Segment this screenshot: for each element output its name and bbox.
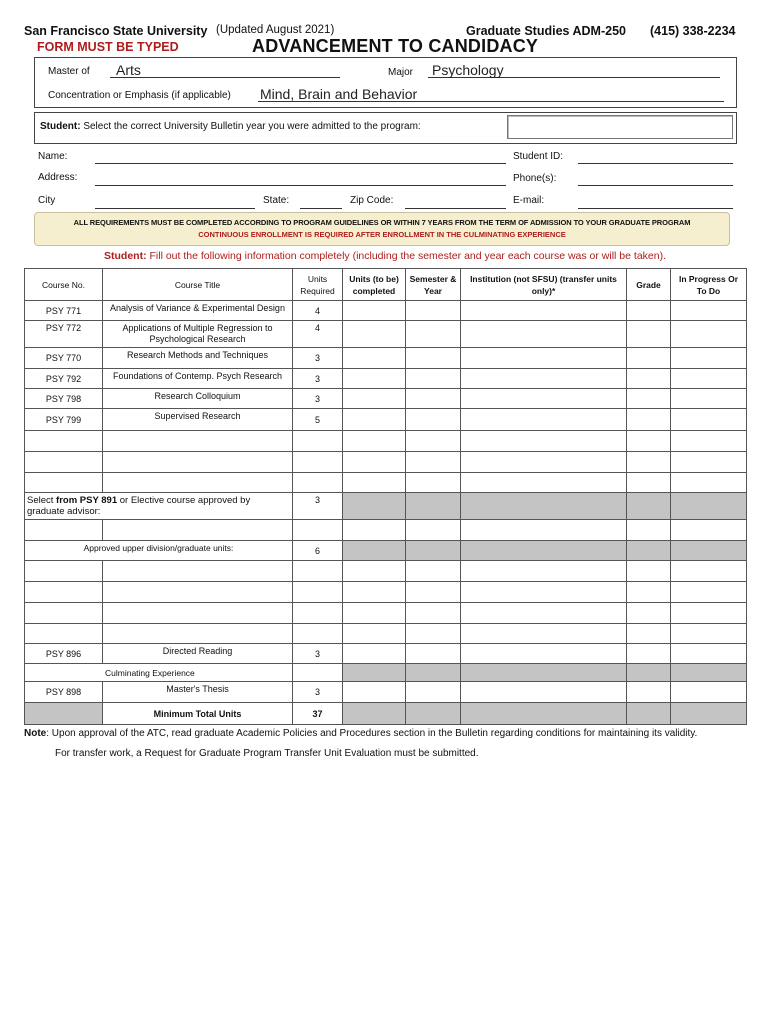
grade-cell[interactable] — [627, 431, 671, 452]
units-required: 4 — [293, 301, 343, 321]
upper-division-text: Approved upper division/graduate units: — [25, 541, 293, 561]
grade-cell[interactable] — [627, 301, 671, 321]
in-progress-cell[interactable] — [671, 321, 747, 348]
validity-note — [24, 728, 697, 739]
semester-cell[interactable] — [406, 301, 461, 321]
disabled-cell — [627, 664, 671, 682]
in-progress-cell[interactable] — [671, 603, 747, 624]
header-course-title: Course Title — [103, 269, 293, 301]
institution-cell[interactable] — [461, 561, 627, 582]
disabled-cell — [406, 493, 461, 520]
semester-cell[interactable] — [406, 369, 461, 389]
culminating-row — [25, 664, 747, 682]
grade-cell[interactable] — [627, 389, 671, 409]
semester-cell[interactable] — [406, 682, 461, 703]
bulletin-text: Select the correct University Bulletin year you were admitted to the program: — [83, 121, 421, 132]
in-progress-cell[interactable] — [671, 348, 747, 369]
disabled-cell — [406, 664, 461, 682]
phones-field[interactable] — [578, 172, 733, 186]
typed-notice: FORM MUST BE TYPED — [37, 40, 179, 54]
name-field[interactable] — [95, 150, 506, 164]
grade-cell[interactable] — [627, 624, 671, 644]
master-of-label: Master of — [48, 66, 90, 77]
units-required-cell[interactable] — [293, 603, 343, 624]
institution-cell[interactable] — [461, 348, 627, 369]
units-required: 3 — [293, 348, 343, 369]
blank-row — [25, 452, 747, 473]
concentration-field[interactable] — [258, 86, 724, 102]
in-progress-cell[interactable] — [671, 473, 747, 493]
blank-row — [25, 431, 747, 452]
zip-label: Zip Code: — [350, 195, 394, 206]
email-label: E-mail: — [513, 195, 545, 206]
blank-row — [25, 582, 747, 603]
disabled-cell — [461, 541, 627, 561]
name-label: Name: — [38, 151, 68, 162]
blank-row — [25, 473, 747, 493]
courses-table — [24, 268, 747, 725]
institution-cell[interactable] — [461, 582, 627, 603]
units-completed-cell[interactable] — [343, 409, 406, 431]
semester-cell[interactable] — [406, 473, 461, 493]
course-title: Research Colloquium — [103, 389, 293, 409]
course-no-cell[interactable] — [25, 473, 103, 493]
table-row — [25, 389, 747, 409]
institution-cell[interactable] — [461, 369, 627, 389]
semester-cell[interactable] — [406, 582, 461, 603]
course-no-cell[interactable] — [25, 452, 103, 473]
course-no-cell[interactable] — [25, 603, 103, 624]
units-completed-cell[interactable] — [343, 473, 406, 493]
units-required-cell[interactable] — [293, 473, 343, 493]
units-required-cell[interactable] — [293, 582, 343, 603]
institution-cell[interactable] — [461, 624, 627, 644]
institution-cell[interactable] — [461, 321, 627, 348]
grade-cell[interactable] — [627, 582, 671, 603]
institution-cell[interactable] — [461, 301, 627, 321]
disabled-cell — [461, 493, 627, 520]
semester-cell[interactable] — [406, 561, 461, 582]
units-required-cell[interactable] — [293, 452, 343, 473]
institution-cell[interactable] — [461, 603, 627, 624]
institution-cell[interactable] — [461, 431, 627, 452]
course-no: PSY 898 — [25, 682, 103, 703]
semester-cell[interactable] — [406, 452, 461, 473]
grade-cell[interactable] — [627, 603, 671, 624]
units-required-cell[interactable] — [293, 561, 343, 582]
concentration-label: Concentration or Emphasis (if applicable) — [48, 90, 231, 101]
header-institution: Institution (not SFSU) (transfer units only)* — [461, 269, 627, 301]
units-completed-cell[interactable] — [343, 321, 406, 348]
course-no: PSY 772 — [25, 321, 103, 348]
disabled-cell — [461, 664, 627, 682]
master-of-value: Arts — [116, 62, 141, 78]
disabled-cell — [671, 703, 747, 725]
elective-text-c: or Elective course approved by graduate advisor: — [27, 495, 251, 517]
header-semester-year: Semester & Year — [406, 269, 461, 301]
transfer-note: For transfer work, a Request for Graduate Program Transfer Unit Evaluation must be submitted. — [55, 748, 479, 759]
notice-line-1: ALL REQUIREMENTS MUST BE COMPLETED ACCORDING TO PROGRAM GUIDELINES OR WITHIN 7 YEARS FROM THE TERM OF ADMISSION TO YOUR GRADUATE PROGRAM — [73, 218, 691, 227]
institution-cell[interactable] — [461, 389, 627, 409]
units-completed-cell[interactable] — [343, 389, 406, 409]
course-title-cell[interactable] — [103, 452, 293, 473]
disabled-cell — [343, 664, 406, 682]
course-title-cell[interactable] — [103, 561, 293, 582]
in-progress-cell[interactable] — [671, 520, 747, 541]
institution-cell[interactable] — [461, 520, 627, 541]
semester-cell[interactable] — [406, 389, 461, 409]
total-row — [25, 703, 747, 725]
disabled-cell — [406, 703, 461, 725]
semester-cell[interactable] — [406, 409, 461, 431]
course-title: Applications of Multiple Regression to Psychological Research — [103, 321, 293, 348]
grade-cell[interactable] — [627, 520, 671, 541]
form-title: ADVANCEMENT TO CANDIDACY — [252, 36, 539, 56]
grade-cell[interactable] — [627, 321, 671, 348]
units-completed-cell[interactable] — [343, 301, 406, 321]
student-id-field[interactable] — [578, 150, 733, 164]
in-progress-cell[interactable] — [671, 301, 747, 321]
major-value: Psychology — [432, 62, 504, 78]
semester-cell[interactable] — [406, 624, 461, 644]
units-completed-cell[interactable] — [343, 520, 406, 541]
units-completed-cell[interactable] — [343, 431, 406, 452]
units-completed-cell[interactable] — [343, 348, 406, 369]
units-completed-cell[interactable] — [343, 644, 406, 664]
note-text: : Upon approval of the ATC, read graduate Academic Policies and Procedures section in the Bulletin regarding conditions for maintaining its validity. — [46, 728, 698, 739]
course-title-cell[interactable] — [103, 473, 293, 493]
course-no: PSY 896 — [25, 644, 103, 664]
grade-cell[interactable] — [627, 452, 671, 473]
institution-cell[interactable] — [461, 473, 627, 493]
course-title: Analysis of Variance & Experimental Design — [103, 301, 293, 321]
elective-text-b: from PSY 891 — [56, 495, 118, 506]
grade-cell[interactable] — [627, 348, 671, 369]
culminating-title: Culminating Experience — [25, 664, 293, 682]
disabled-cell — [627, 541, 671, 561]
units-required: 3 — [293, 682, 343, 703]
course-no: PSY 770 — [25, 348, 103, 369]
blank-row — [25, 520, 747, 541]
in-progress-cell[interactable] — [671, 452, 747, 473]
units-required-cell[interactable] — [293, 624, 343, 644]
course-title: Master's Thesis — [103, 682, 293, 703]
course-no-cell[interactable] — [25, 520, 103, 541]
table-row — [25, 682, 747, 703]
in-progress-cell[interactable] — [671, 369, 747, 389]
disabled-cell — [25, 703, 103, 725]
address-label: Address: — [38, 172, 78, 183]
course-title-cell[interactable] — [103, 624, 293, 644]
table-row — [25, 348, 747, 369]
table-row — [25, 321, 747, 348]
header-grade: Grade — [627, 269, 671, 301]
in-progress-cell[interactable] — [671, 644, 747, 664]
disabled-cell — [671, 541, 747, 561]
elective-text-a: Select — [27, 495, 57, 506]
blank-row — [25, 603, 747, 624]
state-field[interactable] — [300, 195, 342, 209]
course-title: Research Methods and Techniques — [103, 348, 293, 369]
units-completed-cell[interactable] — [343, 624, 406, 644]
semester-cell[interactable] — [406, 321, 461, 348]
course-title-cell[interactable] — [103, 520, 293, 541]
city-field[interactable] — [95, 195, 255, 209]
state-label: State: — [263, 195, 290, 206]
course-title-cell[interactable] — [103, 582, 293, 603]
semester-cell[interactable] — [406, 348, 461, 369]
in-progress-cell[interactable] — [671, 409, 747, 431]
form-code: Graduate Studies ADM-250 — [466, 24, 626, 38]
disabled-cell — [627, 703, 671, 725]
disabled-cell — [343, 703, 406, 725]
course-title: Supervised Research — [103, 409, 293, 431]
header-in-progress: In Progress Or To Do — [671, 269, 747, 301]
in-progress-cell[interactable] — [671, 431, 747, 452]
units-required: 3 — [293, 369, 343, 389]
email-field[interactable] — [578, 195, 733, 209]
office-phone: (415) 338-2234 — [650, 24, 736, 38]
grade-cell[interactable] — [627, 369, 671, 389]
notice-line-2: CONTINUOUS ENROLLMENT IS REQUIRED AFTER ENROLLMENT IN THE CULMINATING EXPERIENCE — [198, 230, 566, 239]
semester-cell[interactable] — [406, 431, 461, 452]
institution-cell[interactable] — [461, 644, 627, 664]
course-no: PSY 799 — [25, 409, 103, 431]
disabled-cell — [406, 541, 461, 561]
phones-label: Phone(s): — [513, 173, 557, 184]
header-course-no: Course No. — [25, 269, 103, 301]
master-of-field[interactable] — [110, 62, 340, 78]
course-title: Directed Reading — [103, 644, 293, 664]
total-units: 37 — [293, 703, 343, 725]
in-progress-cell[interactable] — [671, 389, 747, 409]
elective-description — [25, 493, 293, 520]
instruction-prefix: Student: — [104, 250, 147, 262]
course-no-cell[interactable] — [25, 431, 103, 452]
units-required: 3 — [293, 389, 343, 409]
concentration-value: Mind, Brain and Behavior — [260, 86, 418, 102]
units-completed-cell[interactable] — [343, 452, 406, 473]
zip-field[interactable] — [405, 195, 506, 209]
grade-cell[interactable] — [627, 682, 671, 703]
units-required: 3 — [293, 644, 343, 664]
bulletin-prefix: Student: — [40, 121, 81, 132]
grade-cell[interactable] — [627, 409, 671, 431]
disabled-cell — [461, 703, 627, 725]
semester-cell[interactable] — [406, 644, 461, 664]
grade-cell[interactable] — [627, 561, 671, 582]
course-no-cell[interactable] — [25, 582, 103, 603]
blank-row — [25, 561, 747, 582]
address-field[interactable] — [95, 172, 506, 186]
table-instruction — [0, 250, 770, 262]
upper-division-row — [25, 541, 747, 561]
units-required-cell[interactable] — [293, 431, 343, 452]
instruction-text: Fill out the following information completely (including the semester and year each course was or will be taken). — [149, 250, 666, 262]
units-completed-cell[interactable] — [343, 582, 406, 603]
total-label: Minimum Total Units — [103, 703, 293, 725]
course-no: PSY 798 — [25, 389, 103, 409]
course-title-cell[interactable] — [103, 603, 293, 624]
major-label: Major — [388, 67, 414, 78]
units-completed-cell[interactable] — [343, 561, 406, 582]
grade-cell[interactable] — [627, 473, 671, 493]
student-id-label: Student ID: — [513, 151, 564, 162]
disabled-cell — [671, 664, 747, 682]
units-completed-cell[interactable] — [343, 682, 406, 703]
header-units-required: Units Required — [293, 269, 343, 301]
units-required: 6 — [293, 541, 343, 561]
course-no-cell[interactable] — [25, 624, 103, 644]
units-completed-cell[interactable] — [343, 603, 406, 624]
course-no: PSY 792 — [25, 369, 103, 389]
table-header-row — [25, 269, 747, 301]
semester-cell[interactable] — [406, 520, 461, 541]
major-field[interactable] — [428, 62, 720, 78]
units-required-cell[interactable] — [293, 520, 343, 541]
institution-cell[interactable] — [461, 452, 627, 473]
requirements-notice — [34, 212, 730, 246]
disabled-cell — [671, 493, 747, 520]
units-required: 4 — [293, 321, 343, 348]
in-progress-cell[interactable] — [671, 561, 747, 582]
in-progress-cell[interactable] — [671, 624, 747, 644]
city-label: City — [38, 195, 56, 206]
disabled-cell — [627, 493, 671, 520]
course-title-cell[interactable] — [103, 431, 293, 452]
note-prefix: Note — [24, 728, 47, 739]
semester-cell[interactable] — [406, 603, 461, 624]
disabled-cell — [343, 541, 406, 561]
bulletin-instruction — [40, 121, 421, 132]
units-required: 5 — [293, 409, 343, 431]
grade-cell[interactable] — [627, 644, 671, 664]
updated-date: (Updated August 2021) — [216, 24, 335, 36]
units-required: 3 — [293, 493, 343, 520]
institution-cell[interactable] — [461, 409, 627, 431]
institution-cell[interactable] — [461, 682, 627, 703]
elective-row — [25, 493, 747, 520]
table-row — [25, 644, 747, 664]
table-row — [25, 301, 747, 321]
empty-cell — [293, 664, 343, 682]
in-progress-cell[interactable] — [671, 682, 747, 703]
header-units-completed: Units (to be) completed — [343, 269, 406, 301]
table-row — [25, 409, 747, 431]
university-name: San Francisco State University — [24, 24, 208, 38]
course-no: PSY 771 — [25, 301, 103, 321]
course-no-cell[interactable] — [25, 561, 103, 582]
course-title: Foundations of Contemp. Psych Research — [103, 369, 293, 389]
bulletin-year-select[interactable] — [507, 115, 733, 139]
units-completed-cell[interactable] — [343, 369, 406, 389]
disabled-cell — [343, 493, 406, 520]
blank-row — [25, 624, 747, 644]
in-progress-cell[interactable] — [671, 582, 747, 603]
table-row — [25, 369, 747, 389]
